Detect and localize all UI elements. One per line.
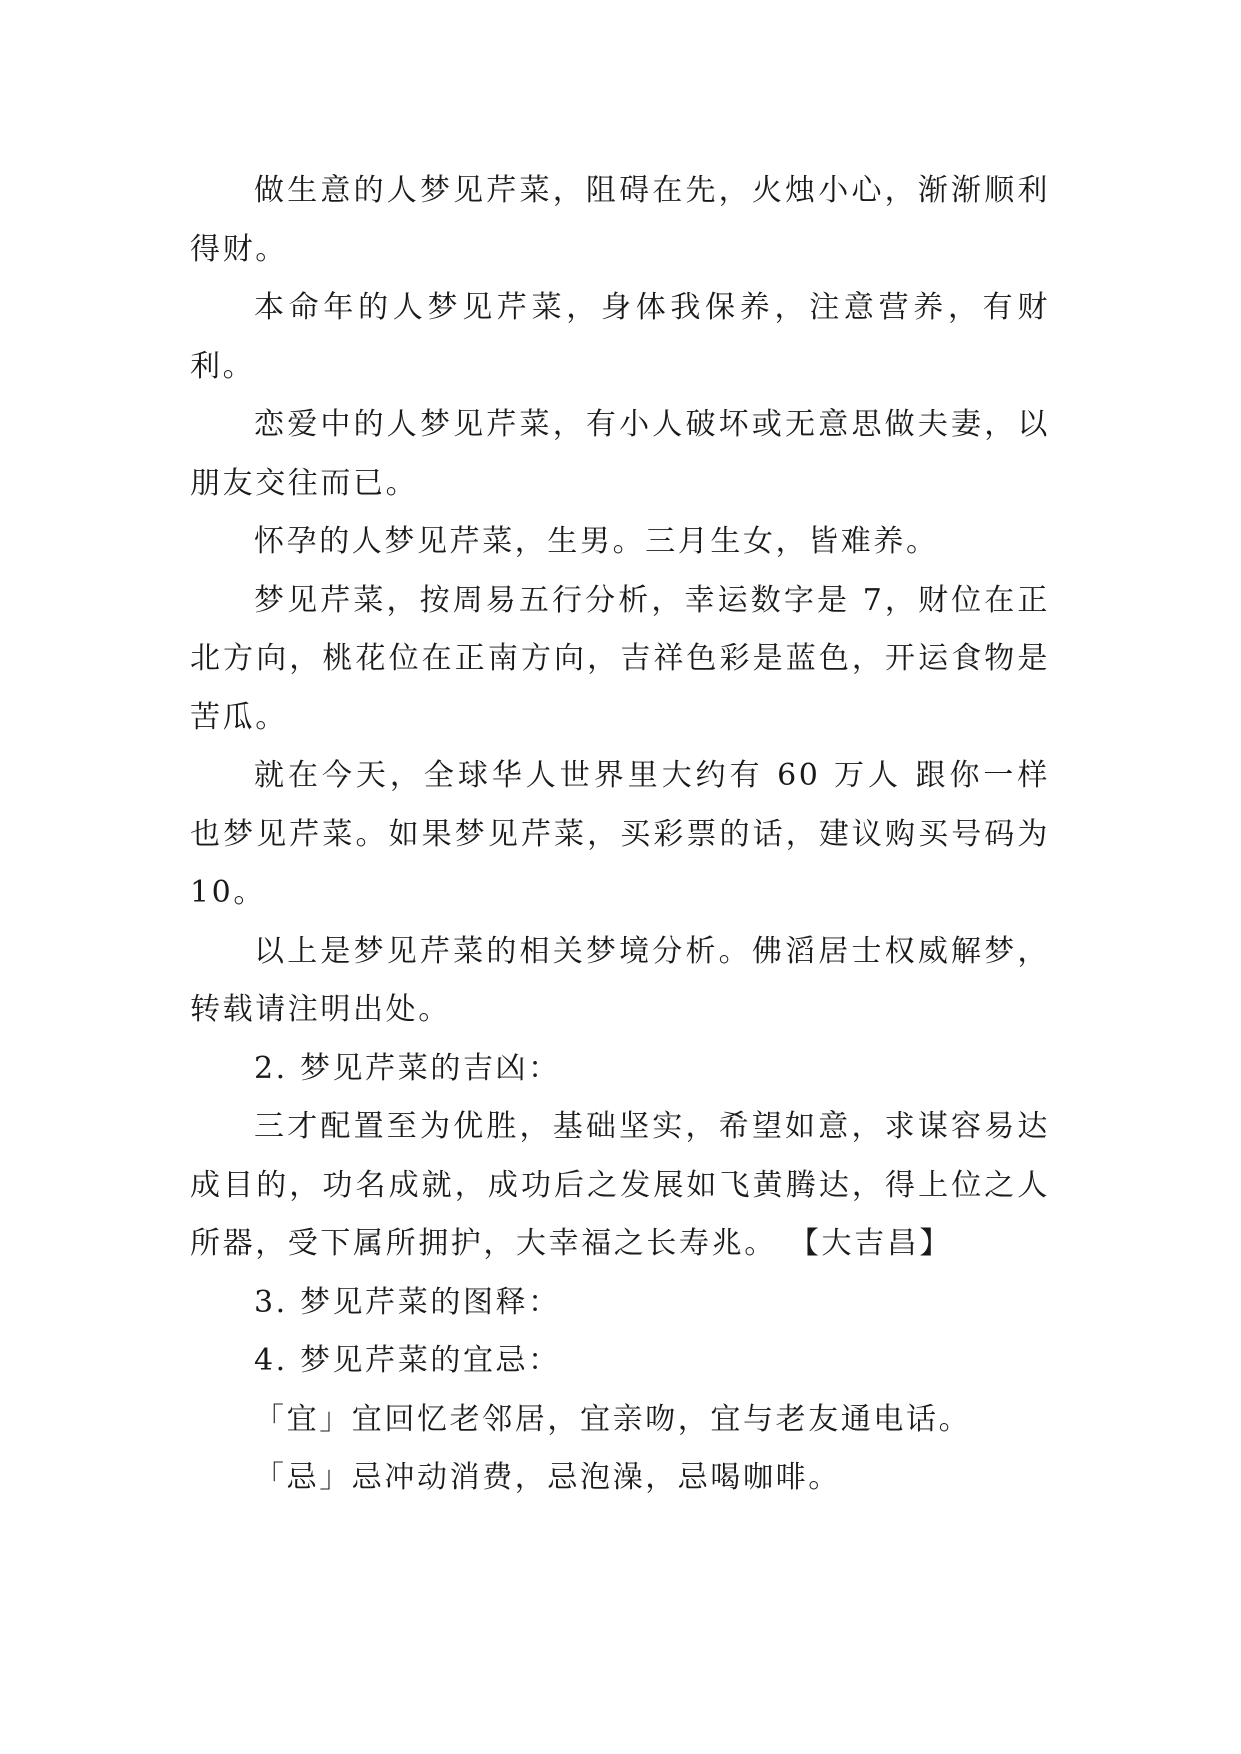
paragraph-five-elements: 梦见芹菜，按周易五行分析，幸运数字是 7，财位在正北方向，桃花位在正南方向，吉祥色彩是蓝色，开运食物是苦瓜。 xyxy=(190,582,1050,735)
heading-fortune: 2. 梦见芹菜的吉凶： xyxy=(254,1050,561,1086)
paragraph-pregnant: 怀孕的人梦见芹菜，生男。三月生女，皆难养。 xyxy=(254,524,939,559)
paragraph-summary: 以上是梦见芹菜的相关梦境分析。佛滔居士权威解梦，转载请注明出处。 xyxy=(190,933,1050,1027)
heading-illustration: 3. 梦见芹菜的图释： xyxy=(254,1284,561,1320)
heading-dos-donts: 4. 梦见芹菜的宜忌： xyxy=(254,1343,561,1378)
paragraph-in-love: 恋爱中的人梦见芹菜，有小人破坏或无意思做夫妻，以朋友交往而已。 xyxy=(190,407,1050,501)
paragraph-dos: 「宜」宜回忆老邻居，宜亲吻，宜与老友通电话。 xyxy=(254,1401,972,1437)
paragraph-business: 做生意的人梦见芹菜，阻碍在先，火烛小心，渐渐顺利得财。 xyxy=(190,173,1050,267)
paragraph-birth-year: 本命年的人梦见芹菜，身体我保养，注意营养，有财利。 xyxy=(190,290,1050,384)
paragraph-today: 就在今天，全球华人世界里大约有 60 万人 跟你一样也梦见芹菜。如果梦见芹菜，买彩票的话，建议购买号码为 10。 xyxy=(190,758,1050,910)
paragraph-fortune: 三才配置至为优胜，基础坚实，希望如意，求谋容易达成目的，功名成就，成功后之发展如飞黄腾达，得上位之人所器，受下属所拥护，大幸福之长寿兆。 【大吉昌】 xyxy=(190,1109,1050,1261)
paragraph-donts: 「忌」忌冲动消费，忌泡澡，忌喝咖啡。 xyxy=(254,1460,841,1495)
document-body xyxy=(190,162,1050,1508)
